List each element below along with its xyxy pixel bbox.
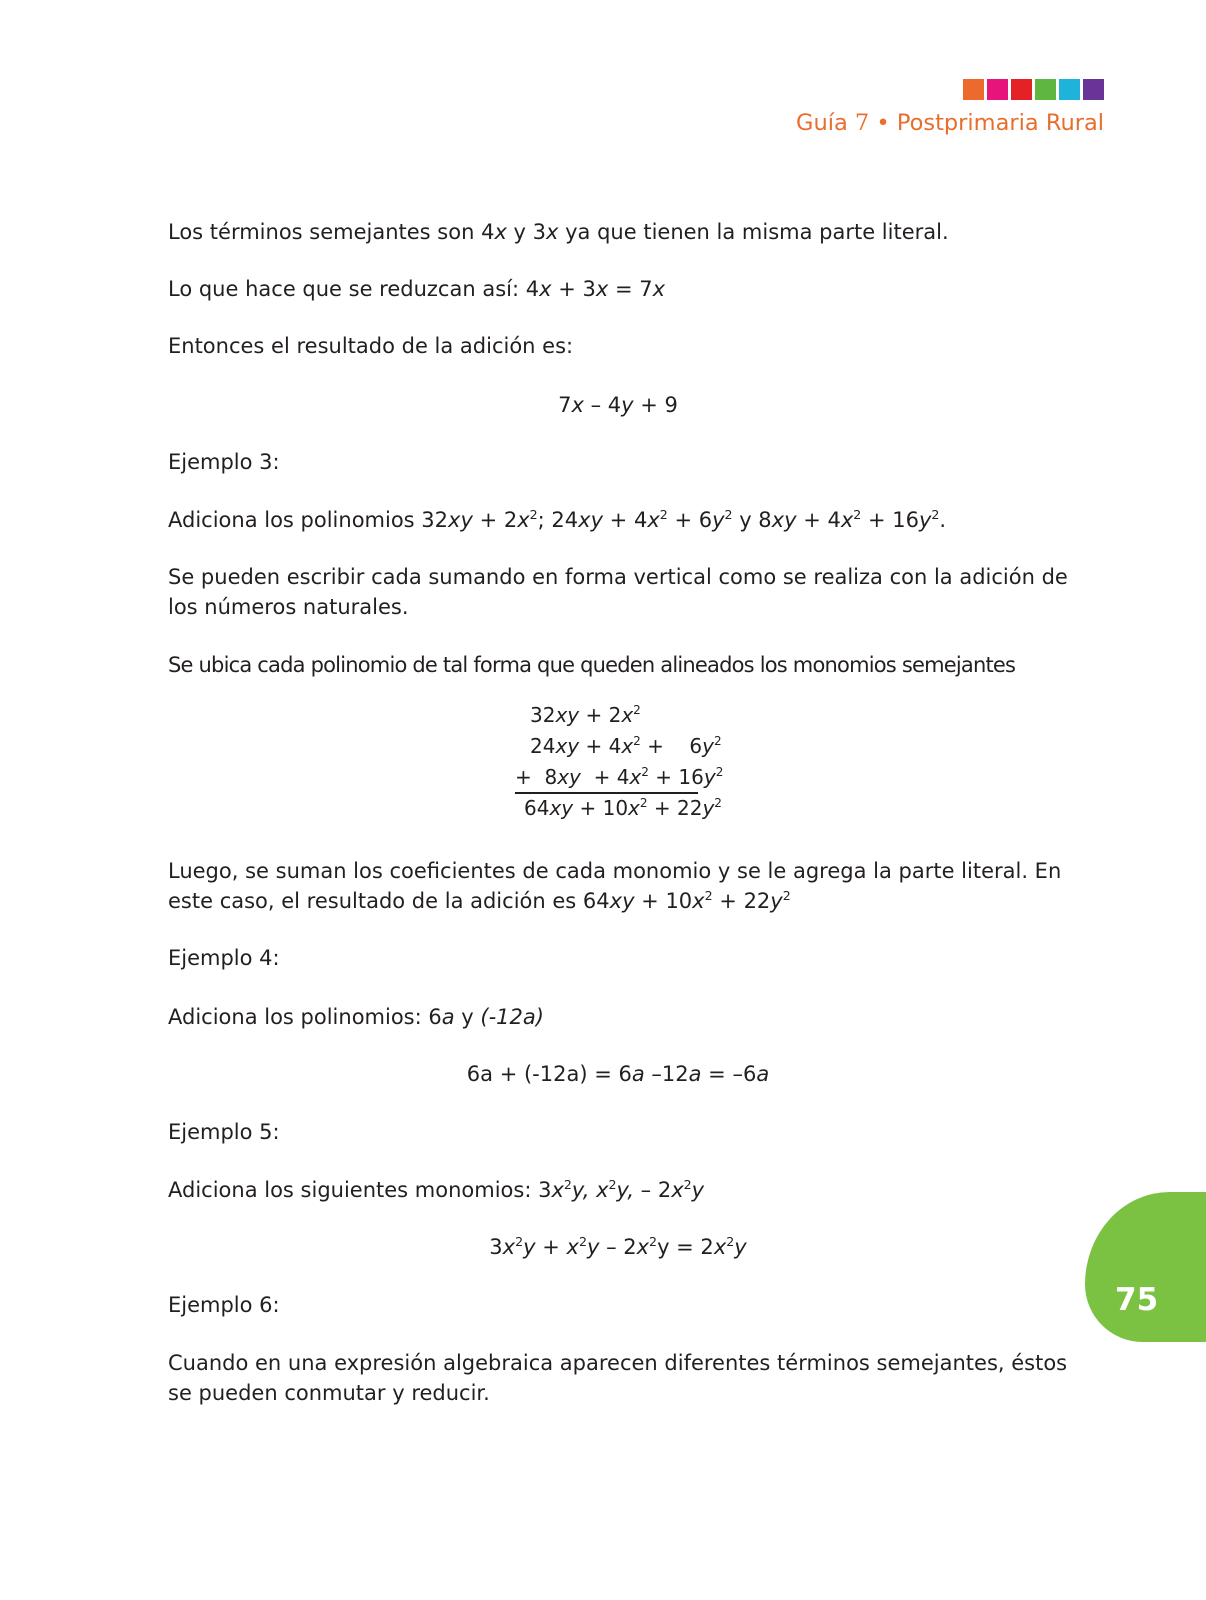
example-6-title: Ejemplo 6: xyxy=(168,1293,280,1317)
example-3-conclusion: Luego, se suman los coeficientes de cada monomio y se le agrega la parte literal. En este caso, el resultado de la adición es $64xy + 10x^2 + 22y^2$ xyxy=(168,859,1062,913)
equation-example-4: 6a + (-12a) = 6a –12a = –6a xyxy=(466,1062,770,1086)
equation-result: 7x – 4y + 9 xyxy=(558,393,678,417)
addition-row: + $8xy + 4x^2 + 16y^2$ xyxy=(515,765,724,789)
color-square xyxy=(1083,79,1104,100)
example-5-statement: Adiciona los siguientes monomios: $3x^2y$, $x^2y$, – $2x^2y$ xyxy=(168,1176,705,1202)
paragraph-reduction: Lo que hace que se reduzcan así: 4x + 3x = 7x xyxy=(168,277,666,301)
addition-row: $24xy + 4x^2$ + $6y^2$ xyxy=(530,734,722,758)
example-3-statement: Adiciona los polinomios $32xy + 2x^2$; $24xy + 4x^2 + 6y^2$ y $8xy + 4x^2 + 16y^2$. xyxy=(168,506,947,532)
example-5-title: Ejemplo 5: xyxy=(168,1120,280,1144)
header-title xyxy=(796,110,1104,136)
color-square xyxy=(1011,79,1032,100)
header-separator: • xyxy=(869,110,897,136)
equation-example-5: $3x^2y + x^2y - 2x^2y = 2x^2y$ xyxy=(489,1233,747,1259)
color-squares xyxy=(963,79,1104,100)
addition-result-row: $64xy + 10x^2 + 22y^2$ xyxy=(524,796,722,820)
color-square xyxy=(1035,79,1056,100)
guide-number: 7 xyxy=(854,110,870,136)
example-3-align-text: Se ubica cada polinomio de tal forma que queden alineados los monomios semejantes xyxy=(168,653,1016,677)
example-3-vertical-text: Se pueden escribir cada sumando en forma vertical como se realiza con la adición de los números naturales. xyxy=(168,565,1068,619)
guide-label: Guía xyxy=(796,110,855,136)
example-4-title: Ejemplo 4: xyxy=(168,946,280,970)
paragraph-like-terms: Los términos semejantes son 4x y 3x ya que tienen la misma parte literal. xyxy=(168,220,949,244)
example-3-title: Ejemplo 3: xyxy=(168,450,280,474)
page-number: 75 xyxy=(1115,1282,1159,1318)
example-6-statement: Cuando en una expresión algebraica aparecen diferentes términos semejantes, éstos se pueden conmutar y reducir. xyxy=(168,1351,1068,1405)
color-square xyxy=(987,79,1008,100)
color-square xyxy=(963,79,984,100)
paragraph-result-intro: Entonces el resultado de la adición es: xyxy=(168,334,574,358)
page-number-badge xyxy=(1085,1192,1206,1342)
color-square xyxy=(1059,79,1080,100)
series-label: Postprimaria Rural xyxy=(896,110,1104,136)
example-4-statement: Adiciona los polinomios: 6a y (-12a) xyxy=(168,1005,544,1029)
addition-row: $32xy + 2x^2$ xyxy=(530,703,641,727)
